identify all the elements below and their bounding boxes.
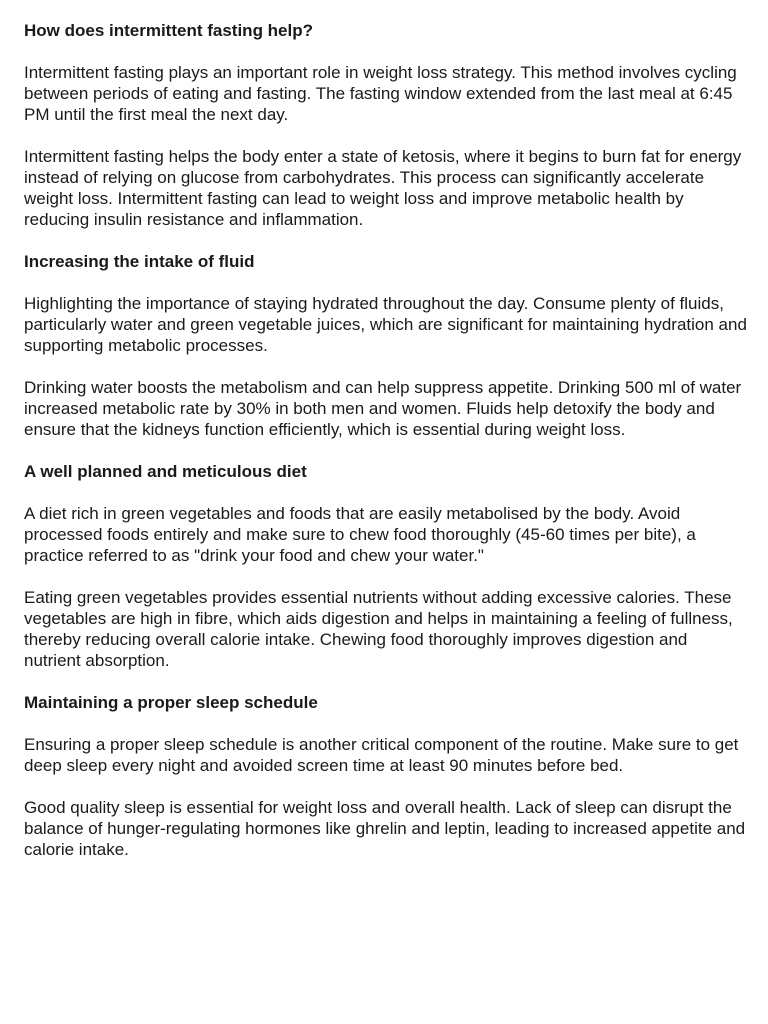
paragraph: Intermittent fasting helps the body enter a state of ketosis, where it begins to burn fat for energy instead of relying on glucose from carbohydrates. This process can significantly accelerate weight loss. Intermittent fasting can lead to weight loss and improve metabolic health by reducing insulin resistance and inflammation.	[24, 147, 742, 229]
paragraph: Intermittent fasting plays an important role in weight loss strategy. This method involves cycling between periods of eating and fasting. The fasting window extended from the last meal at 6:45 PM until the first meal the next day.	[24, 63, 737, 124]
paragraph: Highlighting the importance of staying hydrated throughout the day. Consume plenty of fluids, particularly water and green vegetable juices, which are significant for maintaining hydration and supporting metabolic processes.	[24, 294, 747, 355]
section-intermittent-fasting	[24, 20, 748, 230]
paragraph: Drinking water boosts the metabolism and can help suppress appetite. Drinking 500 ml of water increased metabolic rate by 30% in both men and women. Fluids help detoxify the body and ensure that the kidneys function efficiently, which is essential during weight loss.	[24, 378, 742, 439]
section-diet	[24, 461, 748, 671]
section-heading: A well planned and meticulous diet	[24, 462, 307, 481]
paragraph: A diet rich in green vegetables and foods that are easily metabolised by the body. Avoid processed foods entirely and make sure to chew food thoroughly (45-60 times per bite), a practice referred to as "drink your food and chew your water."	[24, 504, 696, 565]
section-heading: How does intermittent fasting help?	[24, 21, 314, 40]
section-fluid-intake	[24, 251, 748, 440]
paragraph: Eating green vegetables provides essential nutrients without adding excessive calories. These vegetables are high in fibre, which aids digestion and helps in maintaining a feeling of fullness, thereby reducing overall calorie intake. Chewing food thoroughly improves digestion and nutrient absorption.	[24, 588, 733, 670]
section-heading: Increasing the intake of fluid	[24, 252, 255, 271]
paragraph: Ensuring a proper sleep schedule is another critical component of the routine. Make sure to get deep sleep every night and avoided screen time at least 90 minutes before bed.	[24, 735, 739, 775]
section-heading: Maintaining a proper sleep schedule	[24, 693, 318, 712]
paragraph: Good quality sleep is essential for weight loss and overall health. Lack of sleep can disrupt the balance of hunger-regulating hormones like ghrelin and leptin, leading to increased appetite and calorie intake.	[24, 798, 746, 859]
section-sleep-schedule	[24, 692, 748, 860]
